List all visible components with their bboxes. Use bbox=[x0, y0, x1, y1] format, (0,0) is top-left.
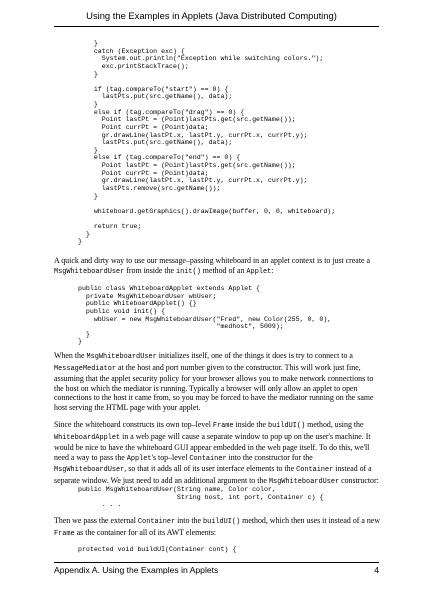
footer-page-number: 4 bbox=[374, 565, 379, 575]
page-header-title: Using the Examples in Applets (Java Distributed Computing) bbox=[86, 10, 337, 21]
footer-divider bbox=[54, 562, 379, 563]
paragraph-mediator-connection: When the MsgWhiteboardUser initializes itself, one of the things it does is try to connect to a MessageMediator at the host and port number given to the constructor. This will work just fine, assuming that the applet security policy for your browser allows you to make network connections to the host on which the mediator is running. Typically a browser will only allow an applet to open connections to the host it came from, so you may be forced to have the mediator running on the same host serving the HTML page with your applet. bbox=[54, 351, 374, 412]
code-block-build-ui: protected void buildUI(Container cont) { bbox=[78, 546, 237, 553]
code-block-constructor-signature: public MsgWhiteboardUser(String name, Color color, String host, int port, Container c) { . . . bbox=[78, 486, 324, 509]
paragraph-intro-applet: A quick and dirty way to use our message–passing whiteboard in an applet context is to just create a MsgWhiteboardUser from inside the init() method of an Applet: bbox=[54, 256, 370, 276]
paragraph-external-container: Then we pass the external Container into the buildUI() method, which then uses it instead of a new Frame as the container for all of its AWT elements: bbox=[54, 516, 381, 538]
code-block-message-handler: } catch (Exception exc) { System.out.println("Exception while switching colors."); exc.printStackTrace(); } if (tag.compareTo("start") == 0) { lastPts.put(src.getName(), data); } else if (tag.compareTo("drag") == 0) { Point lastPt = (Point)lastPts.get(src.getName()); Point currPt = (Point)data; gr.drawLine(lastPt.x, lastPt.y, currPt.x, currPt.y); lastPts.put(src.getName(), data); } else if (tag.compareTo("end") == 0) { Point lastPt = (Point)lastPts.get(src.getName()); Point currPt = (Point)data; gr.drawLine(lastPt.x, lastPt.y, currPt.x, currPt.y); lastPts.remove(src.getName()); } whiteboard.getGraphics().drawImage(buffer, 0, 0, whiteboard); return true; } } bbox=[78, 40, 336, 246]
paragraph-embedded-gui: Since the whiteboard constructs its own top–level Frame inside the buildUI() method, using the WhiteboardApplet in a web page will cause a separate window to pop up on the user's machine. It would be nice to have the whiteboard GUI appear embedded in the web page itself. To do this, we'll need a way to pass the Applet's top–level Container into the constructor for the MsgWhiteboardUser, so that it adds all of its user interface elements to the Container instead of a separate window. We just need to add an additional argument to the MsgWhiteboardUser constructor: bbox=[54, 420, 379, 486]
footer-chapter-title: Appendix A. Using the Examples in Applets bbox=[54, 565, 219, 575]
code-block-whiteboard-applet: public class WhiteboardApplet extends Applet { private MsgWhiteboardUser wbUser; public WhiteboardApplet() {} public void init() { wbUser = new MsgWhiteboardUser("Fred", new Color(255, 0, 0), "medhost", 5009); } } bbox=[78, 285, 332, 346]
header-divider bbox=[54, 26, 379, 27]
